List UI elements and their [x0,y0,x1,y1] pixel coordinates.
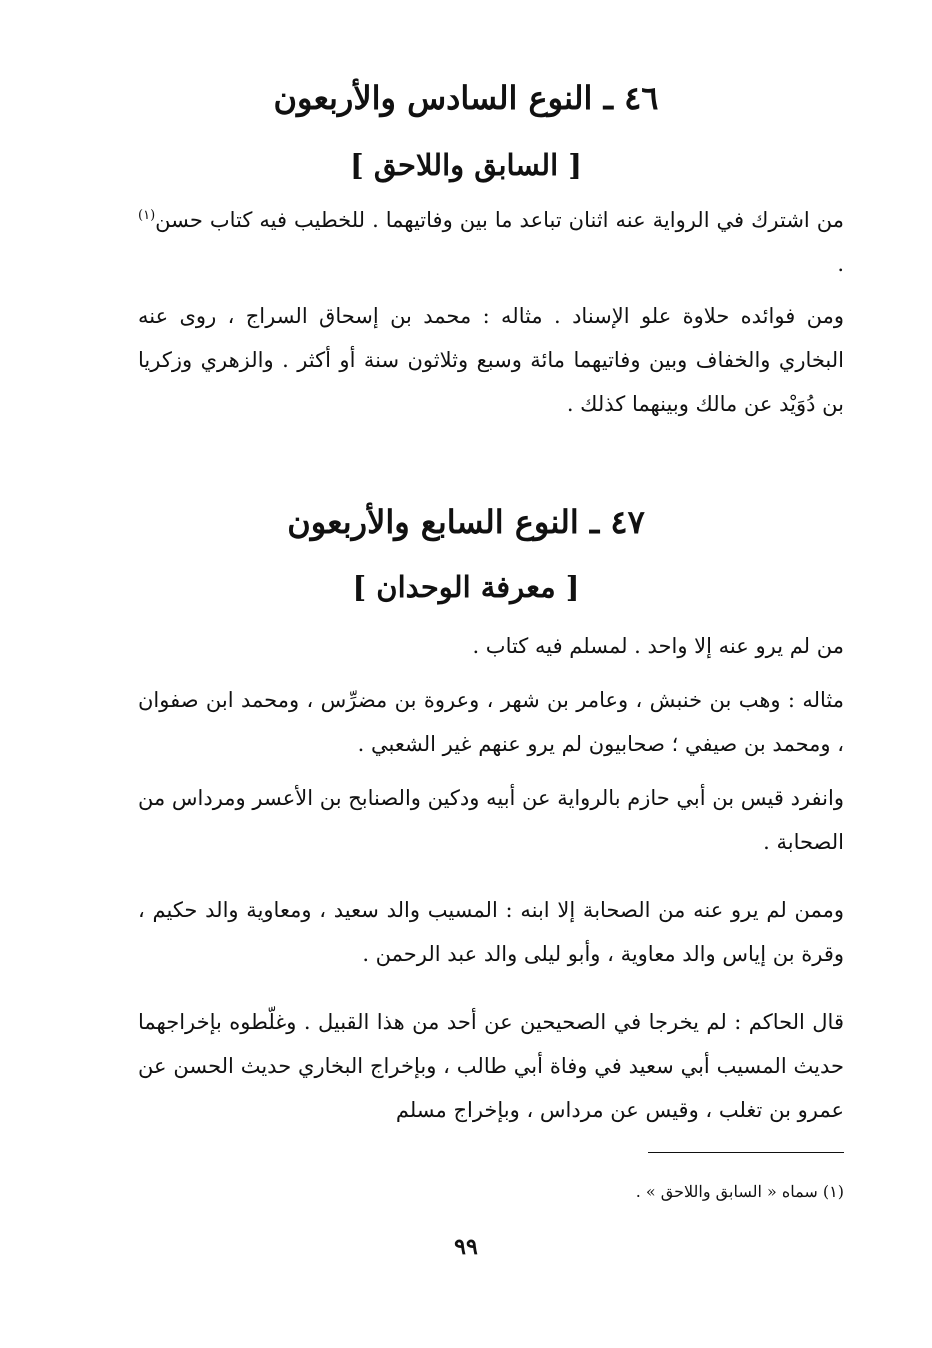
section-47-paragraph-5: قال الحاكم : لم يخرجا في الصحيحين عن أحد من هذا القبيل . وغلّطوه بإخراجهما حديث المسيب أبي سعيد في وفاة أبي طالب ، وبإخراج البخاري حديث الحسن عن عمرو بن تغلب ، وقيس عن مرداس ، وبإخراج مسلم [138,1010,844,1122]
section-46-paragraph-1-end: . [837,252,844,276]
section-47-subtitle: [ معرفة الوحدان ] [352,570,580,604]
section-47-paragraph-2: مثاله : وهب بن خنبش ، وعامر بن شهر ، وعروة بن مضرِّس ، ومحمد ابن صفوان ، ومحمد بن صيفي ؛ صحابيون لم يرو عنهم غير الشعبي . [138,688,844,756]
footnote-reference: (١) [138,208,156,223]
section-46-paragraph-1-text: من اشترك في الرواية عنه اثنان تباعد ما بين وفاتيهما . للخطيب فيه كتاب حسن [155,208,844,232]
section-47-paragraph-4: وممن لم يرو عنه من الصحابة إلا ابنه : المسيب والد سعيد ، ومعاوية والد حكيم ، وقرة بن إياس والد معاوية ، وأبو ليلى والد عبد الرحمن . [138,898,844,966]
section-47-paragraph-1: من لم يرو عنه إلا واحد . لمسلم فيه كتاب . [472,634,844,658]
section-46-title: ٤٦ ـ النوع السادس والأربعون [273,79,659,117]
section-47-paragraph-3: وانفرد قيس بن أبي حازم بالرواية عن أبيه ودكين والصنابح بن الأعسر ومرداس من الصحابة . [137,786,844,854]
section-46-paragraph-2: ومن فوائده حلاوة علو الإسناد . مثاله : محمد بن إسحاق السراج ، روى عنه البخاري والخفاف وبين وفاتيهما مائة وسبع وثلاثون سنة أو أكثر . والزهري وزكريا بن دُوَيْد عن مالك وبينهما كذلك . [138,304,844,416]
section-47-title: ٤٧ ـ النوع السابع والأربعون [287,503,645,541]
page-number: ٩٩ [454,1234,478,1260]
section-46-paragraph-1 [138,198,844,286]
footnote: (١) سماه « السابق واللاحق » . [635,1182,844,1201]
section-46-subtitle: [ السابق واللاحق ] [350,148,582,182]
footnote-divider [648,1152,844,1153]
